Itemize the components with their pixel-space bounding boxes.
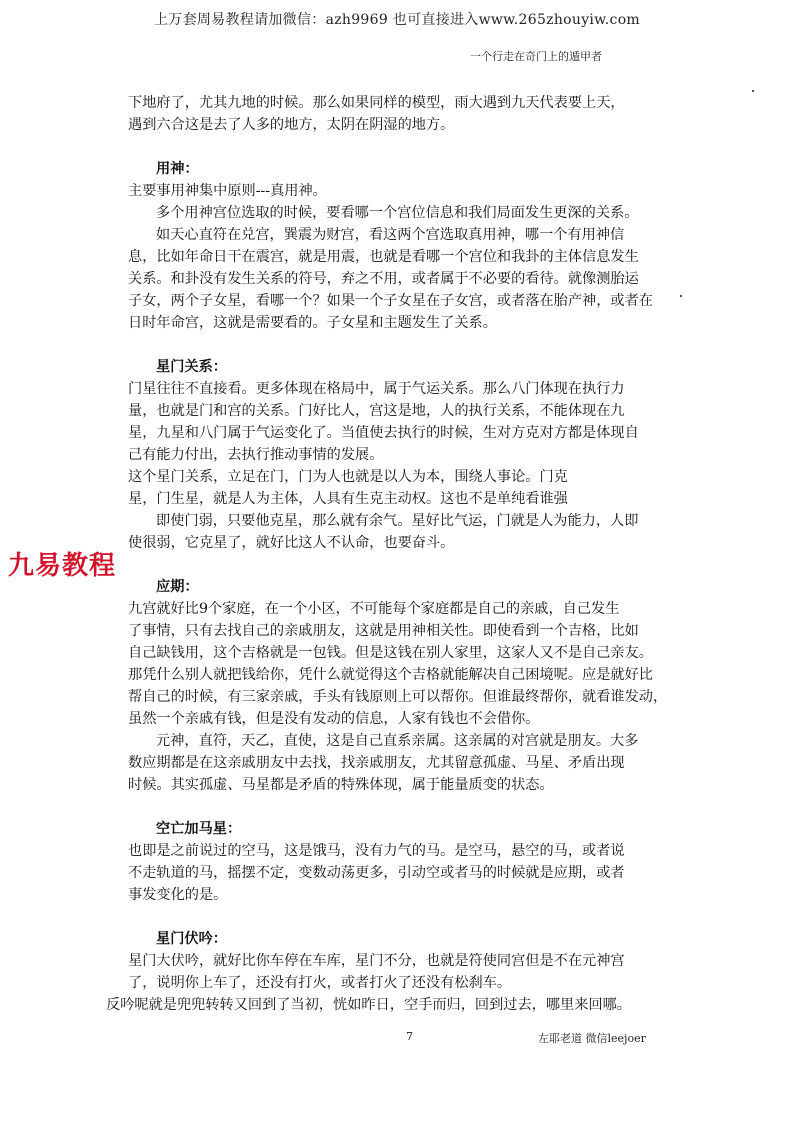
watermark-logo: 九易教程 — [8, 551, 117, 581]
text-line: 也即是之前说过的空马，这是饿马，没有力气的马。是空马，悬空的马，或者说 — [128, 843, 625, 859]
page-subtitle: 一个行走在奇门上的遁甲者 — [470, 50, 602, 63]
text-line: 即使门弱，只要他克星，那么就有余气。星好比气运，门就是人为能力，人即 — [156, 513, 639, 529]
text-line: 下地府了，尤其九地的时候。那么如果同样的模型，雨大遇到九天代表要上天， — [128, 95, 625, 111]
text-line: 数应期都是在这亲戚朋友中去找，找亲戚朋友，尤其留意孤虚、马星、矛盾出现 — [128, 755, 625, 771]
text-line: 己有能力付出，去执行推动事情的发展。 — [128, 447, 384, 463]
text-line: 事发变化的是。 — [128, 887, 228, 903]
text-line: 关系。和卦没有发生关系的符号，弃之不用，或者属于不必要的看待。就像测胎运 — [128, 271, 639, 287]
text-line: 了事情，只有去找自己的亲戚朋友，这就是用神相关性。即使看到一个吉格，比如 — [128, 623, 639, 639]
page-number: 7 — [406, 1030, 413, 1043]
text-line: 了，说明你上车了，还没有打火，或者打火了还没有松刹车。 — [128, 975, 512, 991]
text-line: 不走轨道的马，摇摆不定，变数动荡更多，引动空或者马的时候就是应期，或者 — [128, 865, 625, 881]
text-line: 多个用神宫位选取的时候，要看哪一个宫位信息和我们局面发生更深的关系。 — [156, 205, 639, 221]
text-line: 这个星门关系，立足在门，门为人也就是以人为本，围绕人事论。门克 — [128, 469, 568, 485]
section-heading: 应期： — [156, 579, 199, 595]
top-banner: 上万套周易教程请加微信：azh9969 也可直接进入www.265zhouyiw.com — [153, 12, 641, 28]
text-line: 日时年命宫，这就是需要看的。子女星和主题发生了关系。 — [128, 315, 497, 331]
text-line: 九宫就好比9个家庭，在一个小区，不可能每个家庭都是自己的亲戚，自己发生 — [128, 601, 620, 617]
text-line: 虽然一个亲戚有钱，但是没有发动的信息，人家有钱也不会借你。 — [128, 711, 540, 727]
text-line: 反吟呢就是兜兜转转又回到了当初，恍如昨日，空手而归，回到过去，哪里来回哪。 — [106, 997, 631, 1013]
section-heading: 星门伏吟： — [156, 931, 227, 947]
text-line: 使很弱，它克星了，就好比这人不认命，也要奋斗。 — [128, 535, 455, 551]
speck-dot — [752, 90, 754, 92]
speck-dot — [680, 295, 682, 297]
text-line: 自己缺钱用，这个吉格就是一包钱。但是这钱在别人家里，这家人又不是自己亲友。 — [128, 645, 653, 661]
section-heading: 空亡加马星： — [156, 821, 242, 837]
footer-signature: 左耶老道 微信leejoer — [538, 1032, 646, 1045]
text-line: 量，也就是门和宫的关系。门好比人，宫这是地，人的执行关系，不能体现在九 — [128, 403, 625, 419]
text-line: 星，门生星，就是人为主体，人具有生克主动权。这也不是单纯看谁强 — [128, 491, 568, 507]
text-line: 遇到六合这是去了人多的地方，太阴在阴湿的地方。 — [128, 117, 455, 133]
text-line: 时候。其实孤虚、马星都是矛盾的特殊体现，属于能量质变的状态。 — [128, 777, 554, 793]
text-line: 主要事用神集中原则---真用神。 — [128, 183, 327, 199]
text-line: 帮自己的时候，有三家亲戚，手头有钱原则上可以帮你。但谁最终帮你，就看谁发动， — [128, 689, 668, 705]
text-line: 那凭什么别人就把钱给你，凭什么就觉得这个吉格就能解决自己困境呢。应是就好比 — [128, 667, 653, 683]
section-heading: 用神： — [156, 161, 199, 177]
text-line: 如天心直符在兑宫，巽震为财宫，看这两个宫选取真用神，哪一个有用神信 — [156, 227, 625, 243]
text-line: 星，九星和八门属于气运变化了。当值使去执行的时候，生对方克对方都是体现自 — [128, 425, 639, 441]
text-line: 子女，两个子女星，看哪一个？如果一个子女星在子女宫，或者落在胎产神，或者在 — [128, 293, 653, 309]
text-line: 门星往往不直接看。更多体现在格局中，属于气运关系。那么八门体现在执行力 — [128, 381, 625, 397]
section-heading: 星门关系： — [156, 359, 227, 375]
page-content — [106, 92, 673, 1016]
text-line: 息，比如年命日干在震宫，就是用震，也就是看哪一个宫位和我卦的主体信息发生 — [128, 249, 639, 265]
text-line: 元神，直符，天乙，直使，这是自己直系亲属。这亲属的对宫就是朋友。大多 — [156, 733, 639, 749]
text-line: 星门大伏吟，就好比你车停在车库，星门不分，也就是符使同宫但是不在元神宫 — [128, 953, 625, 969]
